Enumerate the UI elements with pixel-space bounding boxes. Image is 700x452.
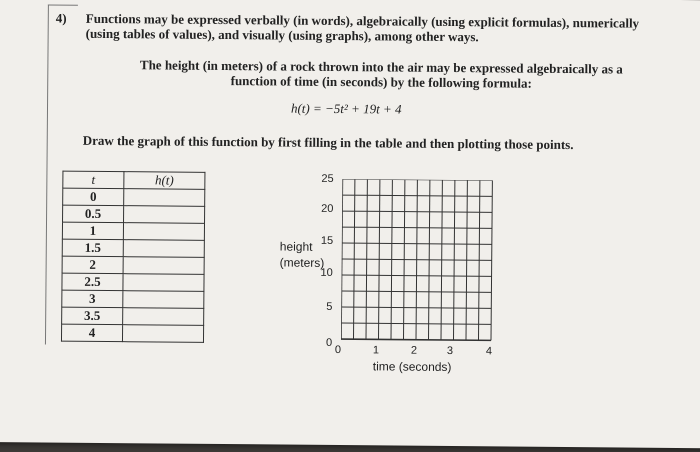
t-value-cell: 3.5 xyxy=(62,307,123,325)
y-tick-label: 10 xyxy=(320,266,333,279)
table-row xyxy=(62,239,204,257)
y-axis-label xyxy=(280,239,325,271)
graph-grid[interactable] xyxy=(341,179,523,357)
grid-line-horizontal xyxy=(342,179,492,180)
table-row xyxy=(62,222,204,240)
y-tick-label: 20 xyxy=(321,202,334,215)
table-row xyxy=(62,307,204,325)
grid-line-horizontal xyxy=(342,275,492,276)
h-value-cell[interactable] xyxy=(123,257,204,275)
x-tick-label: 0 xyxy=(334,344,342,357)
t-value-cell: 0 xyxy=(63,188,124,206)
y-axis-label-line1: height xyxy=(279,239,313,254)
x-tick-label: 3 xyxy=(446,344,454,358)
table-row xyxy=(63,188,205,206)
t-value-cell: 0.5 xyxy=(63,205,124,223)
t-value-cell: 1.5 xyxy=(62,239,123,257)
values-table xyxy=(61,171,205,343)
t-value-cell: 4 xyxy=(61,324,122,342)
y-tick-label: 5 xyxy=(326,300,333,313)
t-value-cell: 2.5 xyxy=(62,273,123,291)
y-tick-label: 25 xyxy=(321,172,334,185)
h-value-cell[interactable] xyxy=(123,274,204,292)
h-value-cell[interactable] xyxy=(124,189,205,207)
y-tick-label: 0 xyxy=(325,336,333,349)
h-value-cell[interactable] xyxy=(123,223,204,241)
h-value-cell[interactable] xyxy=(123,291,204,309)
grid-line-horizontal xyxy=(342,211,492,212)
height-formula: h(t) = −5t² + 19t + 4 xyxy=(290,100,402,117)
grid-line-horizontal xyxy=(342,259,492,260)
question-intro: Functions may be expressed verbally (in words), algebraically (using explicit formulas), numerically (using tables of values), and visually (using graphs), among other ways. xyxy=(85,10,640,45)
h-value-cell[interactable] xyxy=(123,240,204,258)
table-header-t: t xyxy=(63,171,124,189)
table-row xyxy=(62,290,204,308)
grid-line-horizontal xyxy=(342,195,492,196)
x-tick-label: 2 xyxy=(410,344,418,357)
grid-line-horizontal xyxy=(342,227,492,228)
t-value-cell: 3 xyxy=(62,290,123,308)
question-description: The height (in meters) of a rock thrown into the air may be expressed algebraically as a function of time (in seconds) by the following formula: xyxy=(139,57,623,91)
table-row xyxy=(62,273,204,291)
x-tick-label: 1 xyxy=(372,344,380,357)
x-tick-label: 4 xyxy=(485,345,493,358)
question-bracket-top xyxy=(48,4,78,5)
t-value-cell: 1 xyxy=(62,222,123,240)
x-axis-label: time (seconds) xyxy=(372,359,452,375)
table-row xyxy=(62,256,204,274)
table-row xyxy=(61,324,203,342)
h-value-cell[interactable] xyxy=(124,206,205,224)
h-value-cell[interactable] xyxy=(123,308,204,326)
h-value-cell[interactable] xyxy=(122,325,203,343)
y-axis-label-line2: (meters) xyxy=(279,255,325,270)
table-row xyxy=(63,205,205,223)
grid-line-horizontal xyxy=(341,323,491,324)
question-number: 4) xyxy=(55,10,67,26)
question-instruction: Draw the graph of this function by first filling in the table and then plotting those points. xyxy=(82,132,574,153)
y-tick-label: 15 xyxy=(320,234,334,247)
grid-line-horizontal xyxy=(341,291,491,292)
grid-line-horizontal xyxy=(341,339,491,340)
graph-area xyxy=(341,179,523,362)
grid-line-horizontal xyxy=(342,243,492,244)
question-bracket xyxy=(45,4,49,344)
table-header-h: h(t) xyxy=(124,172,205,190)
grid-line-horizontal xyxy=(341,307,491,308)
t-value-cell: 2 xyxy=(62,256,123,274)
